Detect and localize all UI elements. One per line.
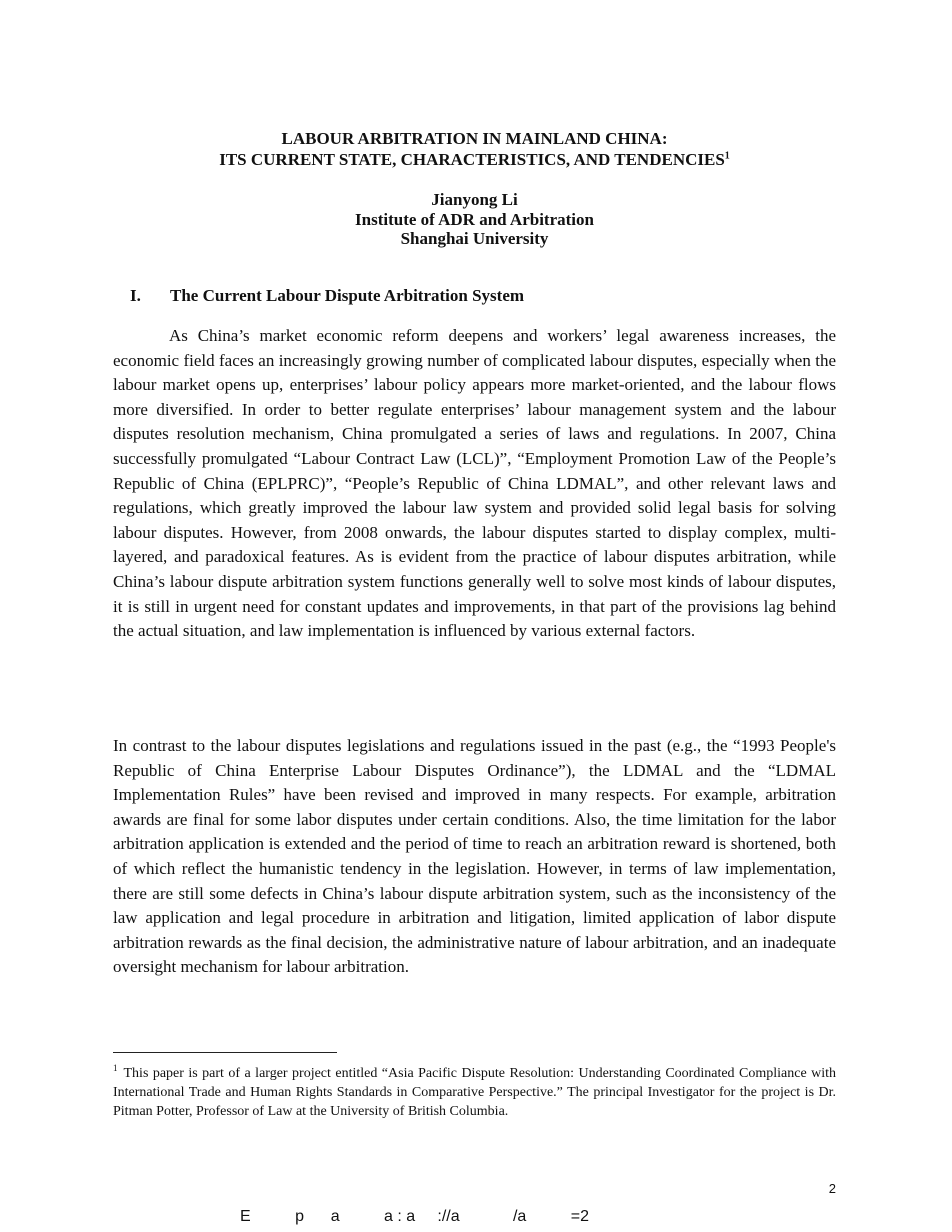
footnote-divider bbox=[113, 1052, 337, 1053]
author-block bbox=[113, 190, 836, 249]
section-heading bbox=[130, 285, 524, 307]
page-number: 2 bbox=[828, 1181, 836, 1196]
footnote bbox=[113, 1064, 836, 1121]
section-title: The Current Labour Dispute Arbitration System bbox=[170, 286, 525, 305]
author-university: Shanghai University bbox=[400, 229, 549, 248]
footnote-mark: 1 bbox=[113, 1063, 118, 1074]
title-line-2-text: ITS CURRENT STATE, CHARACTERISTICS, AND TENDENCIES bbox=[219, 150, 725, 169]
paper-title bbox=[113, 128, 836, 170]
body-paragraph-1: As China’s market economic reform deepens and workers’ legal awareness increases, the economic field faces an increasingly growing number of complicated labour disputes, especially when the labour market opens up, enterprises’ labour policy appears more market-oriented, and the labour flows more diversified. In order to better regulate enterprises’ labour management system and the labour disputes resolution mechanism, China promulgated a series of laws and regulations. In 2007, China successfully promulgated “Labour Contract Law (LCL)”, “Employment Promotion Law of the People’s Republic of China (EPLPRC)”, “People’s Republic of China LDMAL”, and other relevant laws and regulations, which greatly improved the labour law system and provided solid legal basis for solving labour disputes. However, from 2008 onwards, the labour disputes started to display complex, multi-layered, and paradoxical features. As is evident from the practice of labour disputes arbitration, while China’s labour dispute arbitration system functions generally well to solve most kinds of labour disputes, it is still in urgent need for constant updates and improvements, in that part of the provisions lag behind the actual situation, and law implementation is influenced by various external factors. bbox=[113, 326, 836, 641]
title-footnote-mark: 1 bbox=[724, 150, 730, 162]
author-name: Jianyong Li bbox=[431, 190, 518, 209]
section-number: I. bbox=[130, 286, 141, 305]
footnote-text: This paper is part of a larger project entitled “Asia Pacific Dispute Resolution: Understanding Coordinated Compliance with International Trade and Human Rights Standards in Comparative Perspective.” The principal Investigator for the project is Dr. Pitman Potter, Professor of Law at the University of British Columbia. bbox=[113, 1066, 836, 1119]
body-paragraph-2: In contrast to the labour disputes legislations and regulations issued in the past (e.g., the “1993 People's Republic of China Enterprise Labour Disputes Ordinance”), the LDMAL and the “LDMAL Implementation Rules” have been revised and improved in many respects. For example, arbitration awards are final for some labor disputes under certain conditions. Also, the time limitation for the labor arbitration application is extended and the period of time to reach an arbitration reward is shortened, both of which reflect the humanistic tendency in the legislation. However, in terms of law implementation, there are still some defects in China’s labour dispute arbitration system, such as the inconsistency of the law application and legal procedure in arbitration and litigation, limited application of labor dispute arbitration rewards as the final decision, the administrative nature of labour arbitration, and an inadequate oversight mechanism for labour arbitration. bbox=[113, 736, 836, 977]
author-institute: Institute of ADR and Arbitration bbox=[355, 209, 594, 229]
garbled-footer-text: E p a a : a ://a /a =2 bbox=[240, 1208, 590, 1225]
title-line-2 bbox=[113, 149, 836, 170]
title-line-1: LABOUR ARBITRATION IN MAINLAND CHINA: bbox=[281, 129, 668, 148]
